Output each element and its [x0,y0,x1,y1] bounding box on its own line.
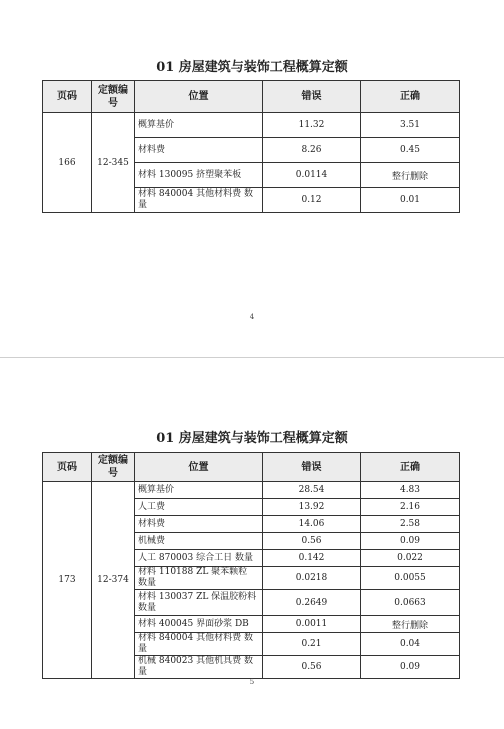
errata-table [42,80,460,213]
position-cell: 材料 130095 挤塑聚苯板 [135,163,263,188]
header-page-code: 页码 [43,453,92,482]
table-header-row [43,453,460,482]
position-cell: 材料费 [135,138,263,163]
page-4 [0,0,504,358]
position-cell: 人工费 [135,499,263,516]
correct-cell: 整行删除 [361,616,460,633]
position-cell: 材料 110188 ZL 聚苯颗粒 数量 [135,567,263,590]
position-cell: 概算基价 [135,113,263,138]
correct-cell: 0.022 [361,550,460,567]
quota-no-cell: 12-345 [92,113,135,213]
header-quota-no: 定额编号 [92,81,135,113]
wrong-cell: 0.0218 [263,567,361,590]
wrong-cell: 28.54 [263,482,361,499]
page-divider [0,357,504,358]
correct-cell: 0.09 [361,533,460,550]
page-title: 01 房屋建筑与装饰工程概算定额 [156,60,348,75]
correct-cell: 0.01 [361,188,460,213]
wrong-cell: 13.92 [263,499,361,516]
correct-cell: 4.83 [361,482,460,499]
wrong-cell: 8.26 [263,138,361,163]
header-quota-no: 定额编号 [92,453,135,482]
page-code-cell: 166 [43,113,92,213]
correct-cell: 0.45 [361,138,460,163]
position-cell: 人工 870003 综合工日 数量 [135,550,263,567]
wrong-cell: 0.0011 [263,616,361,633]
correct-cell: 2.58 [361,516,460,533]
header-wrong: 错误 [263,81,361,113]
position-cell: 材料 840004 其他材料费 数量 [135,188,263,213]
table-row [43,482,460,499]
page-title: 01 房屋建筑与装饰工程概算定额 [156,431,348,446]
wrong-cell: 0.2649 [263,590,361,616]
errata-table [42,452,460,679]
position-cell: 材料 400045 界面砂浆 DB [135,616,263,633]
wrong-cell: 11.32 [263,113,361,138]
page-number: 5 [249,678,255,686]
correct-cell: 0.04 [361,633,460,656]
correct-cell: 0.09 [361,656,460,679]
header-correct: 正确 [361,81,460,113]
quota-no-cell: 12-374 [92,482,135,679]
wrong-cell: 0.21 [263,633,361,656]
header-position: 位置 [135,453,263,482]
position-cell: 材料费 [135,516,263,533]
position-cell: 机械费 [135,533,263,550]
position-cell: 材料 840004 其他材料费 数量 [135,633,263,656]
correct-cell: 3.51 [361,113,460,138]
position-cell: 概算基价 [135,482,263,499]
wrong-cell: 14.06 [263,516,361,533]
wrong-cell: 0.56 [263,656,361,679]
correct-cell: 2.16 [361,499,460,516]
table-row [43,113,460,138]
correct-cell: 0.0663 [361,590,460,616]
wrong-cell: 0.12 [263,188,361,213]
page-number: 4 [249,313,255,321]
wrong-cell: 0.0114 [263,163,361,188]
header-wrong: 错误 [263,453,361,482]
correct-cell: 0.0055 [361,567,460,590]
page-code-cell: 173 [43,482,92,679]
page-5 [0,360,504,729]
header-position: 位置 [135,81,263,113]
header-correct: 正确 [361,453,460,482]
position-cell: 材料 130037 ZL 保温胶粉料 数量 [135,590,263,616]
header-page-code: 页码 [43,81,92,113]
position-cell: 机械 840023 其他机具费 数量 [135,656,263,679]
table-header-row [43,81,460,113]
wrong-cell: 0.142 [263,550,361,567]
wrong-cell: 0.56 [263,533,361,550]
correct-cell: 整行删除 [361,163,460,188]
